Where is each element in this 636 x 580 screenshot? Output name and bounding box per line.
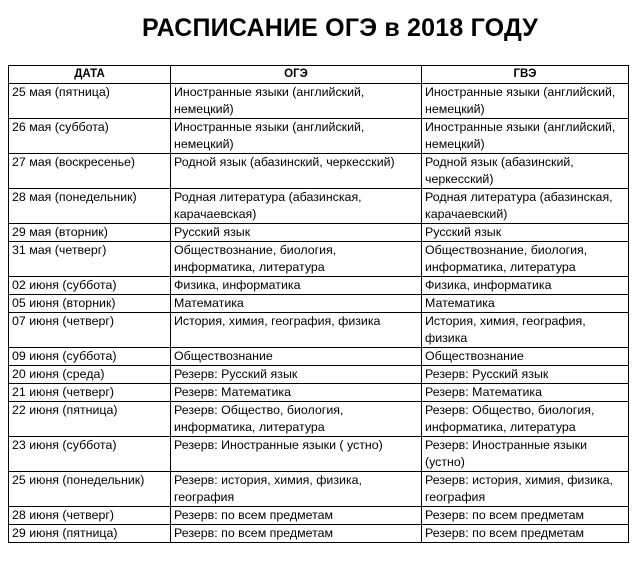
oge-cell: Резерв: по всем предметам: [171, 507, 422, 525]
gve-cell: Иностранные языки (английский, немецкий): [422, 119, 629, 154]
oge-cell: Математика: [171, 295, 422, 313]
table-row: [9, 507, 629, 525]
table-row: [9, 84, 629, 119]
oge-cell: Русский язык: [171, 224, 422, 242]
date-cell: 09 июня (суббота): [9, 348, 171, 366]
table-row: [9, 224, 629, 242]
gve-cell: Обществознание, биология, информатика, литература: [422, 242, 629, 277]
header-date: ДАТА: [9, 66, 171, 84]
gve-cell: Физика, информатика: [422, 277, 629, 295]
table-row: [9, 277, 629, 295]
date-cell: 25 мая (пятница): [9, 84, 171, 119]
gve-cell: Русский язык: [422, 224, 629, 242]
oge-cell: Иностранные языки (английский, немецкий): [171, 84, 422, 119]
date-cell: 29 мая (вторник): [9, 224, 171, 242]
schedule-table: [8, 65, 629, 543]
gve-cell: Обществознание: [422, 348, 629, 366]
oge-cell: История, химия, география, физика: [171, 313, 422, 348]
oge-cell: Обществознание, биология, информатика, литература: [171, 242, 422, 277]
date-cell: 26 мая (суббота): [9, 119, 171, 154]
oge-cell: Резерв: история, химия, физика, география: [171, 472, 422, 507]
gve-cell: Резерв: по всем предметам: [422, 525, 629, 543]
table-row: [9, 366, 629, 384]
table-row: [9, 119, 629, 154]
date-cell: 27 мая (воскресенье): [9, 154, 171, 189]
gve-cell: Резерв: Математика: [422, 384, 629, 402]
date-cell: 21 июня (четверг): [9, 384, 171, 402]
gve-cell: Резерв: Общество, биология, информатика, литература: [422, 402, 629, 437]
table-row: [9, 402, 629, 437]
date-cell: 23 июня (суббота): [9, 437, 171, 472]
table-row: [9, 154, 629, 189]
gve-cell: Резерв: Иностранные языки (устно): [422, 437, 629, 472]
gve-cell: История, химия, география, физика: [422, 313, 629, 348]
date-cell: 07 июня (четверг): [9, 313, 171, 348]
oge-cell: Физика, информатика: [171, 277, 422, 295]
gve-cell: Резерв: история, химия, физика, география: [422, 472, 629, 507]
date-cell: 25 июня (понедельник): [9, 472, 171, 507]
gve-cell: Родной язык (абазинский, черкесский): [422, 154, 629, 189]
header-row: [9, 66, 629, 84]
oge-cell: Обществознание: [171, 348, 422, 366]
gve-cell: Резерв: Русский язык: [422, 366, 629, 384]
table-row: [9, 525, 629, 543]
gve-cell: Резерв: по всем предметам: [422, 507, 629, 525]
table-row: [9, 189, 629, 224]
header-gve: ГВЭ: [422, 66, 629, 84]
date-cell: 29 июня (пятница): [9, 525, 171, 543]
date-cell: 22 июня (пятница): [9, 402, 171, 437]
gve-cell: Иностранные языки (английский, немецкий): [422, 84, 629, 119]
header-oge: ОГЭ: [171, 66, 422, 84]
date-cell: 05 июня (вторник): [9, 295, 171, 313]
table-row: [9, 437, 629, 472]
oge-cell: Резерв: Математика: [171, 384, 422, 402]
table-row: [9, 348, 629, 366]
date-cell: 02 июня (суббота): [9, 277, 171, 295]
date-cell: 20 июня (среда): [9, 366, 171, 384]
oge-cell: Резерв: Иностранные языки ( устно): [171, 437, 422, 472]
oge-cell: Резерв: по всем предметам: [171, 525, 422, 543]
gve-cell: Математика: [422, 295, 629, 313]
page-title: РАСПИСАНИЕ ОГЭ в 2018 ГОДУ: [141, 14, 539, 42]
date-cell: 31 мая (четверг): [9, 242, 171, 277]
oge-cell: Резерв: Общество, биология, информатика, литература: [171, 402, 422, 437]
table-row: [9, 295, 629, 313]
gve-cell: Родная литература (абазинская, карачаевский): [422, 189, 629, 224]
oge-cell: Иностранные языки (английский, немецкий): [171, 119, 422, 154]
table-row: [9, 384, 629, 402]
oge-cell: Родной язык (абазинский, черкесский): [171, 154, 422, 189]
table-row: [9, 472, 629, 507]
date-cell: 28 мая (понедельник): [9, 189, 171, 224]
date-cell: 28 июня (четверг): [9, 507, 171, 525]
oge-cell: Резерв: Русский язык: [171, 366, 422, 384]
oge-cell: Родная литература (абазинская, карачаевская): [171, 189, 422, 224]
table-row: [9, 313, 629, 348]
table-row: [9, 242, 629, 277]
